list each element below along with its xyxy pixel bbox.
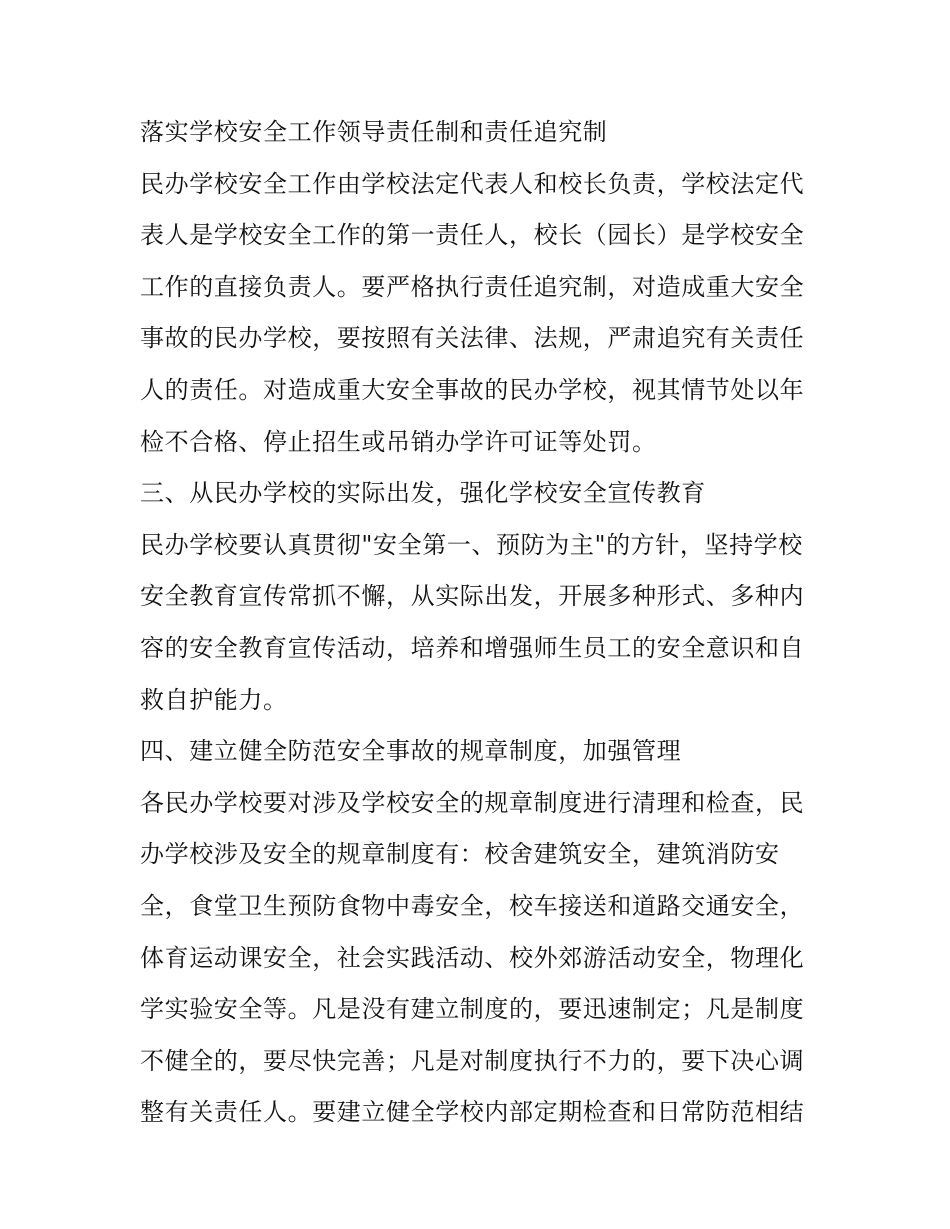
text-line: 体育运动课安全，社会实践活动、校外郊游活动安全，物理化 — [140, 943, 805, 972]
document-body — [140, 107, 820, 1139]
text-line: 各民办学校要对涉及学校安全的规章制度进行清理和检查，民 — [140, 788, 805, 817]
text-line: 安全教育宣传常抓不懈，从实际出发，开展多种形式、多种内 — [140, 582, 805, 611]
text-line: 全，食堂卫生预防食物中毒安全，校车接送和道路交通安全， — [140, 891, 805, 920]
text-line: 容的安全教育宣传活动，培养和增强师生员工的安全意识和自 — [140, 633, 805, 662]
text-line: 救自护能力。 — [140, 685, 288, 714]
text-line: 学实验安全等。凡是没有建立制度的，要迅速制定；凡是制度 — [140, 995, 805, 1024]
text-line: 不健全的，要尽快完善；凡是对制度执行不力的，要下决心调 — [140, 1046, 805, 1075]
text-line: 民办学校安全工作由学校法定代表人和校长负责，学校法定代 — [140, 169, 805, 198]
text-line: 整有关责任人。要建立健全学校内部定期检查和日常防范相结 — [140, 1098, 805, 1127]
text-line-section-heading-3: 三、从民办学校的实际出发，强化学校安全宣传教育 — [140, 479, 706, 508]
text-line-section-title: 落实学校安全工作领导责任制和责任追究制 — [140, 118, 608, 146]
text-line: 人的责任。对造成重大安全事故的民办学校，视其情节处以年 — [140, 375, 805, 404]
text-line: 检不合格、停止招生或吊销办学许可证等处罚。 — [140, 427, 657, 456]
text-line: 民办学校要认真贯彻"安全第一、预防为主"的方针，坚持学校 — [140, 530, 803, 559]
text-line: 办学校涉及安全的规章制度有：校舍建筑安全，建筑消防安 — [140, 840, 780, 869]
text-line: 工作的直接负责人。要严格执行责任追究制，对造成重大安全 — [140, 272, 805, 301]
text-line: 表人是学校安全工作的第一责任人，校长（园长）是学校安全 — [140, 221, 805, 250]
text-line-section-heading-4: 四、建立健全防范安全事故的规章制度，加强管理 — [140, 737, 682, 766]
text-line: 事故的民办学校，要按照有关法律、法规，严肃追究有关责任 — [140, 324, 805, 353]
